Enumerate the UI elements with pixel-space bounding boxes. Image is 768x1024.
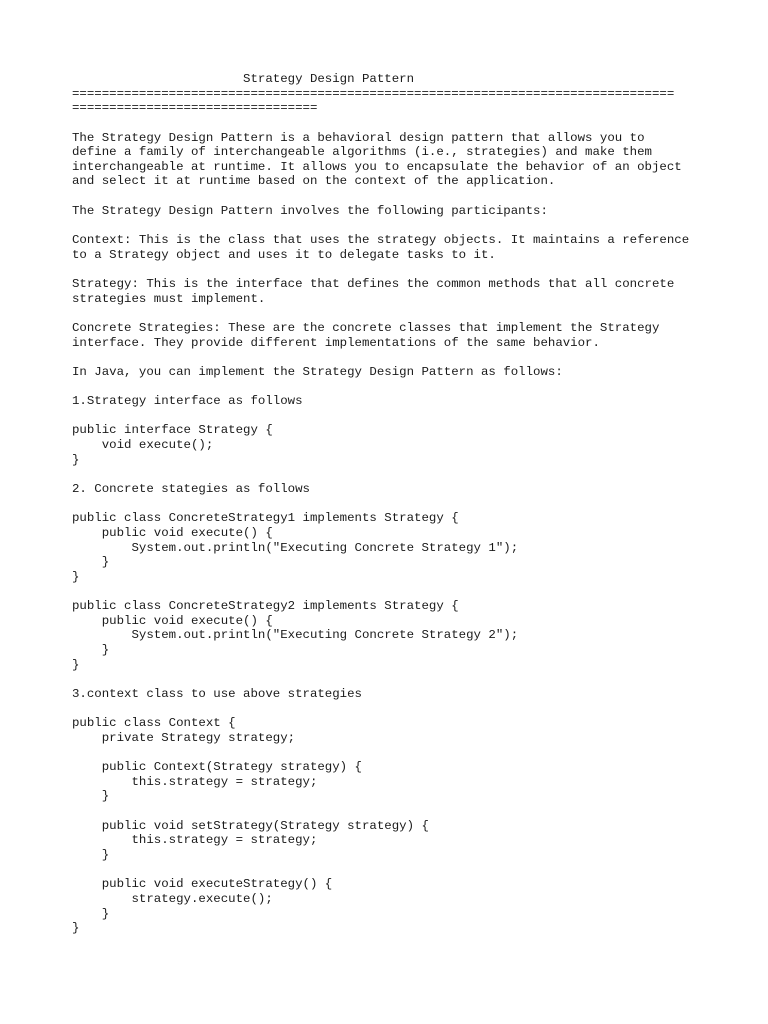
- spacer: [72, 350, 712, 365]
- intro-line: define a family of interchangeable algorithms (i.e., strategies) and make them: [72, 145, 652, 160]
- spacer: [72, 409, 712, 424]
- spacer: [72, 804, 712, 819]
- code-line: strategy.execute();: [72, 891, 273, 906]
- spacer: [72, 306, 712, 321]
- code-line: }: [72, 657, 80, 672]
- code-line: }: [72, 847, 110, 862]
- code-line: this.strategy = strategy;: [72, 833, 318, 848]
- document-page: [72, 72, 712, 936]
- code-line: public void setStrategy(Strategy strategy) {: [72, 818, 429, 833]
- step2-heading: 2. Concrete stategies as follows: [72, 481, 310, 496]
- code-line: }: [72, 569, 80, 584]
- code-line: this.strategy = strategy;: [72, 774, 318, 789]
- spacer: [72, 672, 712, 687]
- context-description: to a Strategy object and uses it to delegate tasks to it.: [72, 247, 496, 262]
- intro-line: interchangeable at runtime. It allows you to encapsulate the behavior of an object: [72, 159, 682, 174]
- spacer: [72, 218, 712, 233]
- code-line: public void executeStrategy() {: [72, 877, 333, 892]
- code-line: }: [72, 906, 110, 921]
- spacer: [72, 379, 712, 394]
- code-line: public class ConcreteStrategy1 implements Strategy {: [72, 511, 459, 526]
- title-underline-1: =================================================================================: [72, 86, 675, 101]
- spacer: [72, 584, 712, 599]
- spacer: [72, 702, 712, 717]
- code-line: private Strategy strategy;: [72, 730, 296, 745]
- code-line: System.out.println("Executing Concrete Strategy 1");: [72, 540, 519, 555]
- code-line: public void execute() {: [72, 525, 273, 540]
- code-line: public class Context {: [72, 716, 236, 731]
- participants-intro: The Strategy Design Pattern involves the following participants:: [72, 203, 548, 218]
- code-line: void execute();: [72, 438, 214, 453]
- document-title: Strategy Design Pattern: [72, 72, 415, 86]
- code-line: System.out.println("Executing Concrete Strategy 2");: [72, 628, 519, 643]
- code-line: }: [72, 642, 110, 657]
- strategy-description: strategies must implement.: [72, 291, 266, 306]
- code-line: }: [72, 921, 80, 936]
- step1-heading: 1.Strategy interface as follows: [72, 394, 303, 409]
- code-line: }: [72, 452, 80, 467]
- spacer: [72, 745, 712, 760]
- context-description: Context: This is the class that uses the strategy objects. It maintains a reference: [72, 233, 690, 248]
- intro-line: The Strategy Design Pattern is a behavioral design pattern that allows you to: [72, 130, 645, 145]
- code-line: }: [72, 555, 110, 570]
- code-line: public void execute() {: [72, 613, 273, 628]
- code-line: public Context(Strategy strategy) {: [72, 760, 362, 775]
- concrete-strategies-description: interface. They provide different implementations of the same behavior.: [72, 335, 600, 350]
- intro-line: and select it at runtime based on the context of the application.: [72, 174, 556, 189]
- spacer: [72, 467, 712, 482]
- spacer: [72, 116, 712, 131]
- spacer: [72, 497, 712, 512]
- spacer: [72, 262, 712, 277]
- strategy-description: Strategy: This is the interface that defines the common methods that all concrete: [72, 276, 675, 291]
- title-underline-2: =================================: [72, 101, 318, 116]
- code-line: public class ConcreteStrategy2 implements Strategy {: [72, 599, 459, 614]
- code-line: public interface Strategy {: [72, 423, 273, 438]
- code-line: }: [72, 789, 110, 804]
- java-intro: In Java, you can implement the Strategy Design Pattern as follows:: [72, 364, 563, 379]
- step3-heading: 3.context class to use above strategies: [72, 686, 362, 701]
- concrete-strategies-description: Concrete Strategies: These are the concrete classes that implement the Strategy: [72, 320, 660, 335]
- spacer: [72, 189, 712, 204]
- spacer: [72, 863, 712, 878]
